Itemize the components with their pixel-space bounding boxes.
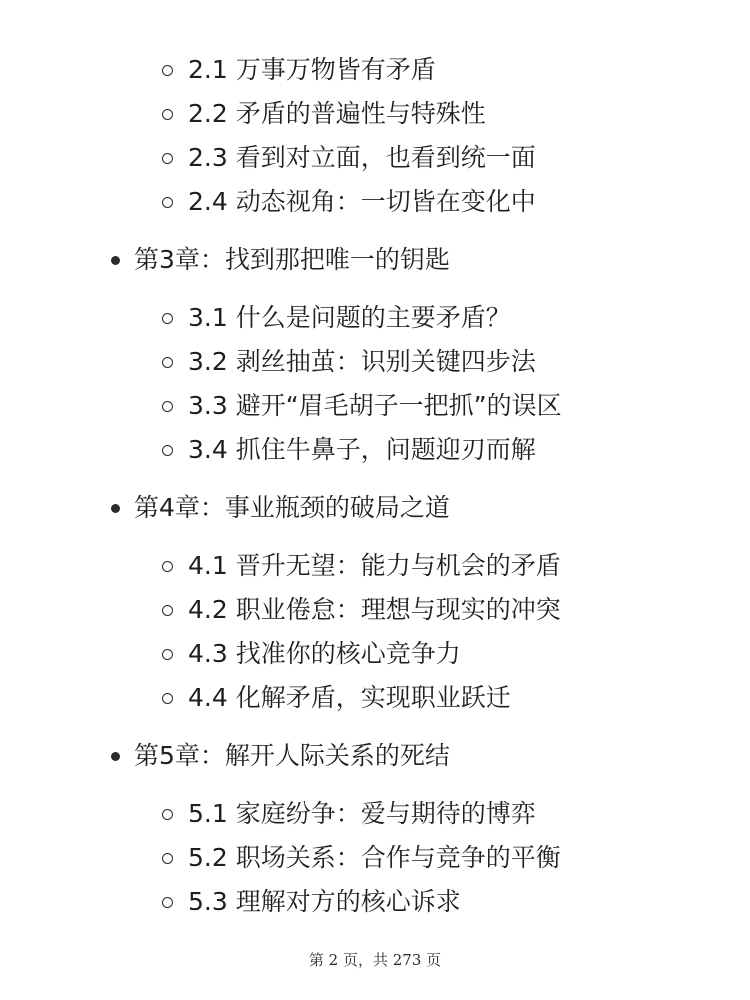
page-footer: 第 2 页，共 273 页 bbox=[308, 951, 442, 969]
toc-section-item bbox=[0, 92, 750, 136]
toc-section-item bbox=[0, 880, 750, 924]
toc-section-item bbox=[0, 428, 750, 472]
toc-section-item bbox=[0, 384, 750, 428]
toc-chapter-label: 第5章：解开人际关系的死结 bbox=[134, 741, 450, 770]
hollow-bullet-icon bbox=[162, 693, 173, 704]
toc-section-item bbox=[0, 836, 750, 880]
hollow-bullet-icon bbox=[162, 561, 173, 572]
toc-section-item bbox=[0, 544, 750, 588]
hollow-bullet-icon bbox=[162, 401, 173, 412]
toc-section-item bbox=[0, 48, 750, 92]
toc-section-label: 3.4 抓住牛鼻子，问题迎刃而解 bbox=[188, 435, 536, 464]
toc-chapter-item bbox=[0, 238, 750, 282]
toc-section-label: 3.1 什么是问题的主要矛盾？ bbox=[188, 303, 511, 332]
toc-chapter-item bbox=[0, 734, 750, 778]
toc-section-label: 2.4 动态视角：一切皆在变化中 bbox=[188, 187, 536, 216]
toc-section-item bbox=[0, 136, 750, 180]
toc-section-item bbox=[0, 588, 750, 632]
toc-chapter-item bbox=[0, 486, 750, 530]
hollow-bullet-icon bbox=[162, 357, 173, 368]
toc-section-label: 2.1 万事万物皆有矛盾 bbox=[188, 55, 436, 84]
hollow-bullet-icon bbox=[162, 445, 173, 456]
toc-chapter-label: 第4章：事业瓶颈的破局之道 bbox=[134, 493, 450, 522]
toc-section-label: 4.1 晋升无望：能力与机会的矛盾 bbox=[188, 551, 561, 580]
hollow-bullet-icon bbox=[162, 897, 173, 908]
hollow-bullet-icon bbox=[162, 605, 173, 616]
toc-section-item bbox=[0, 180, 750, 224]
toc-section-item bbox=[0, 296, 750, 340]
filled-bullet-icon bbox=[111, 504, 120, 513]
hollow-bullet-icon bbox=[162, 153, 173, 164]
toc-section-label: 3.3 避开“眉毛胡子一把抓”的误区 bbox=[188, 391, 562, 420]
hollow-bullet-icon bbox=[162, 649, 173, 660]
toc-section-label: 4.2 职业倦怠：理想与现实的冲突 bbox=[188, 595, 561, 624]
filled-bullet-icon bbox=[111, 256, 120, 265]
hollow-bullet-icon bbox=[162, 109, 173, 120]
toc-section-label: 3.2 剥丝抽茧：识别关键四步法 bbox=[188, 347, 536, 376]
hollow-bullet-icon bbox=[162, 853, 173, 864]
toc-section-label: 4.4 化解矛盾，实现职业跃迁 bbox=[188, 683, 511, 712]
toc-section-item bbox=[0, 632, 750, 676]
toc-chapter-label: 第3章：找到那把唯一的钥匙 bbox=[134, 245, 450, 274]
hollow-bullet-icon bbox=[162, 313, 173, 324]
toc-section-item bbox=[0, 792, 750, 836]
toc-section-label: 2.3 看到对立面，也看到统一面 bbox=[188, 143, 536, 172]
toc-section-label: 5.1 家庭纷争：爱与期待的博弈 bbox=[188, 799, 536, 828]
hollow-bullet-icon bbox=[162, 65, 173, 76]
table-of-contents bbox=[0, 48, 750, 924]
toc-section-label: 5.3 理解对方的核心诉求 bbox=[188, 887, 461, 916]
filled-bullet-icon bbox=[111, 752, 120, 761]
toc-section-item bbox=[0, 340, 750, 384]
toc-section-label: 5.2 职场关系：合作与竞争的平衡 bbox=[188, 843, 561, 872]
toc-section-item bbox=[0, 676, 750, 720]
toc-section-label: 2.2 矛盾的普遍性与特殊性 bbox=[188, 99, 486, 128]
hollow-bullet-icon bbox=[162, 809, 173, 820]
hollow-bullet-icon bbox=[162, 197, 173, 208]
toc-section-label: 4.3 找准你的核心竞争力 bbox=[188, 639, 461, 668]
